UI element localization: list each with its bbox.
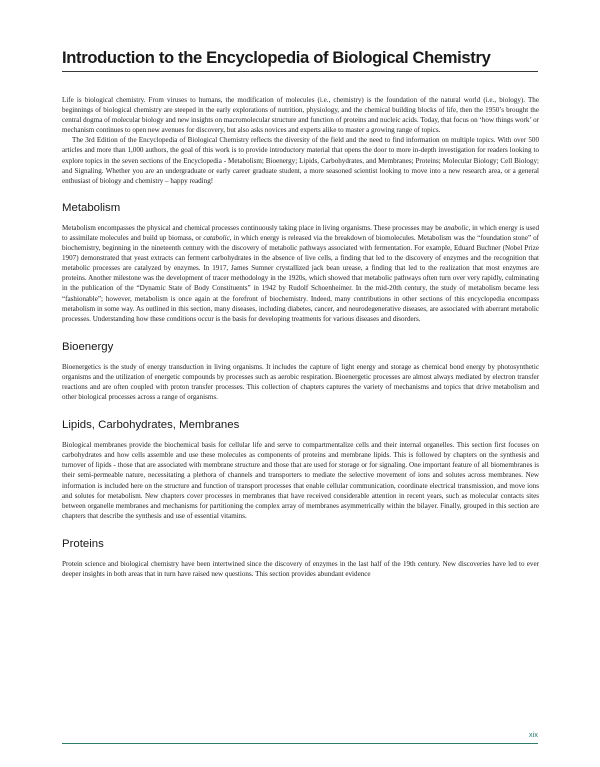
section-heading-lipids: Lipids, Carbohydrates, Membranes [62,419,240,432]
article-body [62,95,539,579]
metabolism-paragraph [62,223,539,324]
section-heading-metabolism: Metabolism [62,201,121,214]
footer-divider [62,743,538,744]
intro-paragraph-1 [62,95,539,135]
metabolism-text-b: , in which energy is used to assimilate molecules and build up biomass, or [62,223,540,242]
proteins-paragraph: Protein science and biological chemistry have been intertwined since the discovery of enzymes in the last half of the 19th century. New discoveries have led to ever deeper insights in both areas that in turn have raised new questions. This section provides abundant evidence [62,559,539,578]
page-number: xix [528,730,538,739]
lipids-paragraph: Biological membranes provide the biochemical basis for cellular life and serve to compartmentalize cells and their internal organelles. This section first focuses on carbohydrates and how cells assemble and use these molecules as components of proteins and membrane lipids. This is followed by chapters on the synthesis and turnover of lipids - those that are associated with membrane structure and those that are used for storage or for signaling. One important feature of all biomembranes is their semi-permeable nature, necessitating a plethora of channels and transporters to mediate the selective movement of ions and solutes across membranes. New information is included here on the structure and function of transport processes that enable cellular communication, coordinate electrical transmission, and move ions and solutes for metabolism. New chapters cover processes in membranes that have received considerable attention in recent years, such as molecular contacts sites between organelle membranes and mechanisms for partitioning the complex array of membranes asymmetrically within the bilayer. Finally, grouped in this section are chapters that describe the synthesis and use of essential vitamins. [62,441,539,520]
intro-paragraph-2: The 3rd Edition of the Encyclopedia of Biological Chemistry reflects the diversity of the field and the need to find information on multiple topics. With over 500 articles and more than 1,000 authors, the goal of this work is to provide introductory material that opens the door to more in-depth investigation for readers looking to explore topics in the seven sections of the Encyclopedia - Metabolism; Bioenergy; Lipids, Carbohydrates, and Membranes; Proteins; Molecular Biology; Cell Biology; and Signaling. Whether you are an undergraduate or early career graduate student, a more seasoned scientist looking to move into a new research area, or a general enthusiast of biology and chemistry – happy reading! [62,136,539,185]
bioenergy-paragraph: Bioenergetics is the study of energy transduction in living organisms. It includes the capture of light energy and storage as chemical bond energy by photosynthetic organisms and the utilization of energetic compounds by processes such as aerobic respiration. Bioenergetic processes are almost always mediated by electron transfer reactions and are often coupled with proton transfer processes. This collection of chapters captures the variety of mechanisms and topics that drive metabolism and other biological processes across a range of organisms. [62,362,539,402]
page-title: Introduction to the Encyclopedia of Biological Chemistry [62,48,491,67]
term-anabolic: anabolic [443,223,469,232]
section-heading-proteins: Proteins [62,537,104,550]
metabolism-text-a: Metabolism encompasses the physical and chemical processes continuously taking place in living organisms. These processes may be [62,223,444,232]
title-divider [62,71,538,72]
metabolism-text-c: , in which energy is released via the breakdown of biomolecules. Metabolism was the “foundation stone” of biochemistry, beginning in the nineteenth century with the discovery of metabolic pathways associated with fermentation. For example, Eduard Buchner (Nobel Prize 1907) demonstrated that yeast extracts can ferment carbohydrates in the absence of live cells, a finding that led to the discovery of enzymes and the recognition that metabolic processes are catalyzed by enzymes. In 1917, James Sumner crystallized jack bean urease, a finding that led to the realization that most enzymes are proteins. Another milestone was the development of tracer methodology in the 1920s, which showed that metabolic pathways often turn over very rapidly, culminating in the publication of the “Dynamic State of Body Constituents” in 1942 by Rudolf Schoenheimer. In the mid-20th century, the study of metabolism became less “fashionable”; however, metabolism is once again at the forefront of biochemistry. Indeed, many contributions in other sections of this encyclopedia encompass metabolism in some way. As outlined in this section, many diseases, including diabetes, cancer, and neurodegenerative diseases, are associated with aberrant metabolic processes. Understanding how these conditions occur is the basis for developing treatments for various diseases and disorders. [62,233,540,323]
term-catabolic: catabolic [203,233,230,242]
section-heading-bioenergy: Bioenergy [62,340,114,353]
intro-text: Life is biological chemistry. From viruses to humans, the modification of molecules (i.e., chemistry) is the foundation of the natural world (i.e., biology). The beginnings of biological chemistry are steeped in the early explorations of nutrition, physiology, and the chemical building blocks of life, then the 1950’s brought the central dogma of molecular biology and new insights on macromolecular structure and function of proteins and nucleic acids. Today, that focus on ‘how things work’ or mechanism continues to open new avenues for discovery, but also asks novices and experts alike to master a growing range of topics. [62,96,539,135]
